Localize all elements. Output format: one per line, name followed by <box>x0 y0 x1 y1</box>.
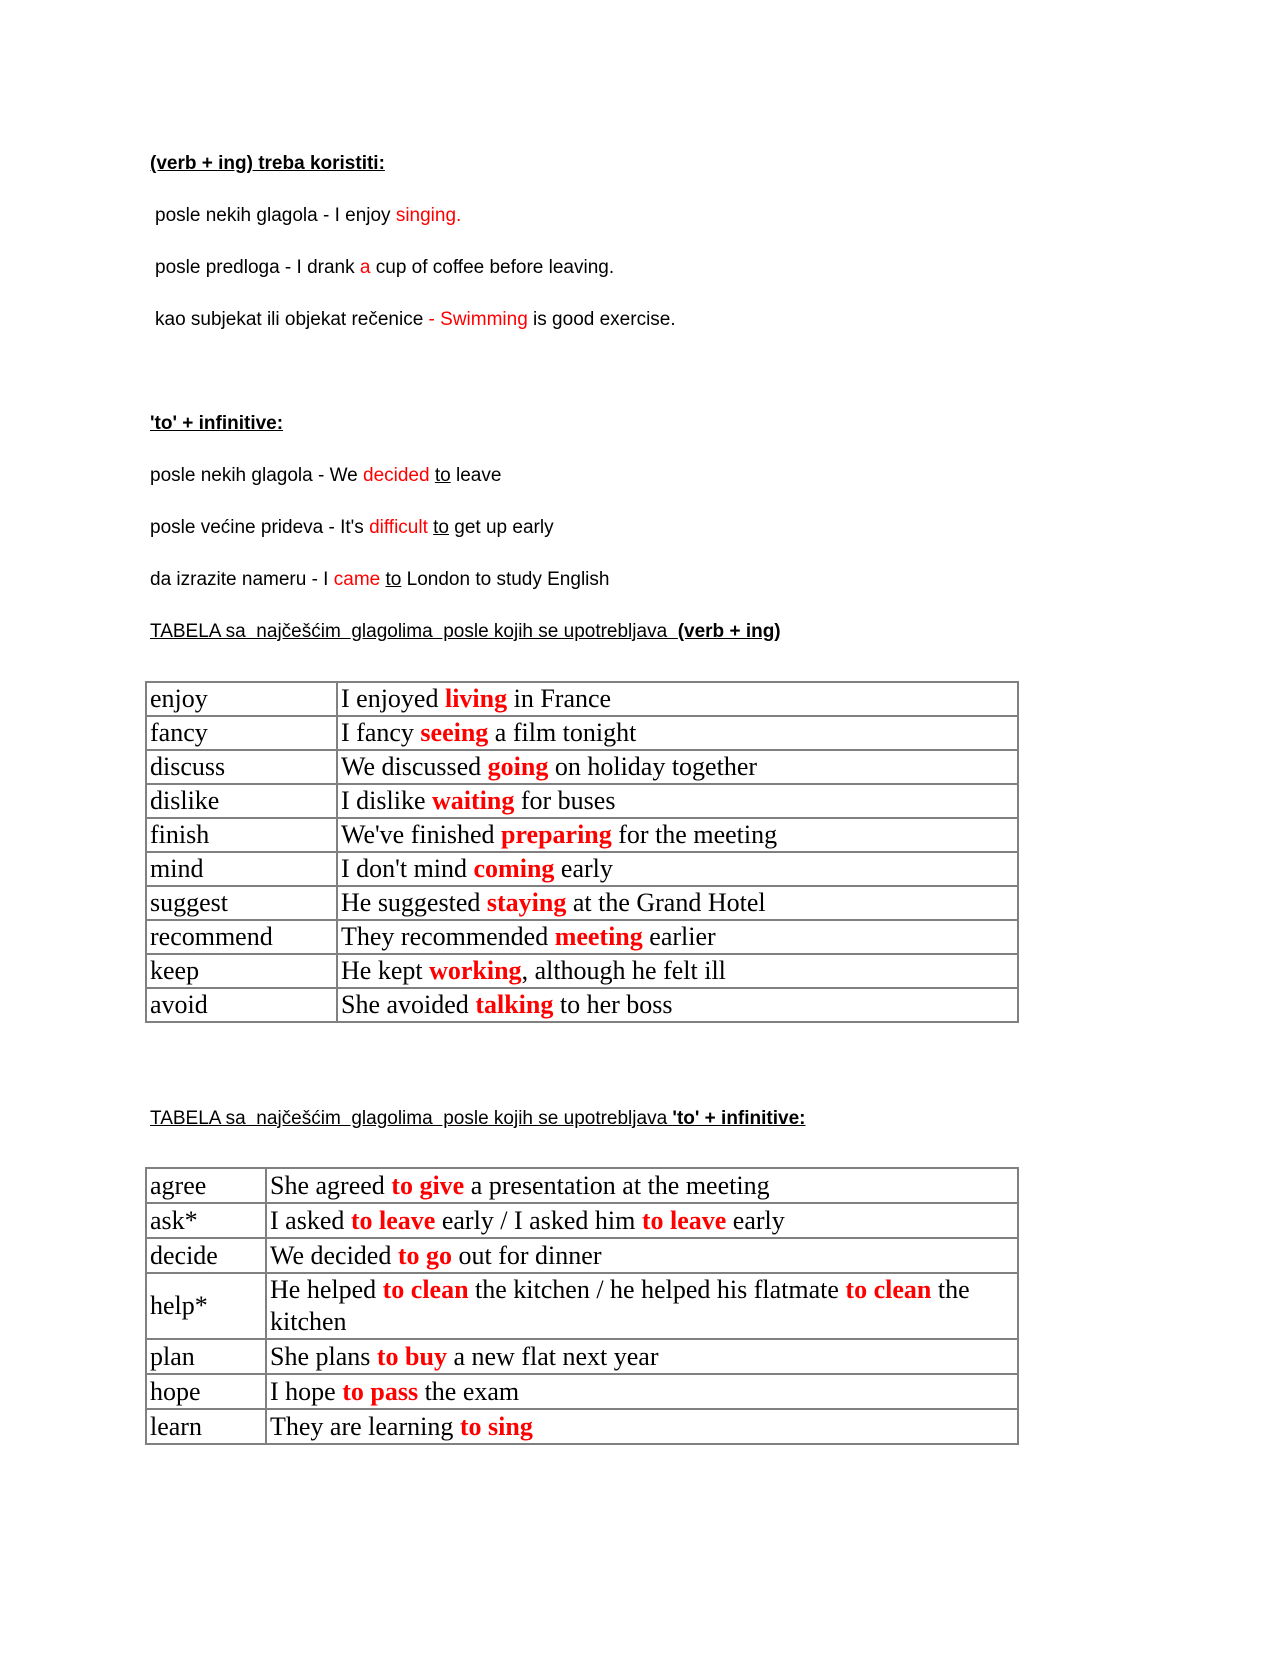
table-row <box>146 1203 1018 1238</box>
table-row <box>146 1374 1018 1409</box>
table-row <box>146 716 1018 750</box>
highlight-word: to clean <box>382 1275 469 1304</box>
example-cell: She agreed to give a presentation at the meeting <box>266 1168 1018 1203</box>
example-cell: I asked to leave early / I asked him to leave early <box>266 1203 1018 1238</box>
table1-caption: TABELA sa najčešćim glagolima posle kojih se upotrebljava (verb + ing) <box>150 621 781 642</box>
highlight-word: to leave <box>641 1205 727 1235</box>
verb-cell: plan <box>146 1339 266 1374</box>
highlight-word: working <box>429 956 522 985</box>
table2-caption: TABELA sa najčešćim glagolima posle kojih se upotrebljava 'to' + infinitive: <box>150 1108 806 1129</box>
rule-line-5: posle većine prideva - It's difficult to get up early <box>150 517 554 538</box>
example-cell: We've finished preparing for the meeting <box>337 818 1018 852</box>
verb-cell: help* <box>146 1273 266 1339</box>
highlight-word: going <box>487 752 549 781</box>
example-cell: I don't mind coming early <box>337 852 1018 886</box>
table-row <box>146 784 1018 818</box>
verb-cell: agree <box>146 1168 266 1203</box>
highlight-word: to go <box>397 1240 453 1270</box>
highlight-word: to sing <box>459 1411 533 1441</box>
table-row <box>146 682 1018 716</box>
verb-cell: enjoy <box>146 682 337 716</box>
example-cell: I dislike waiting for buses <box>337 784 1018 818</box>
to-infinitive-table <box>145 1167 1019 1445</box>
highlight-word: staying <box>486 888 567 917</box>
rule-line-1: posle nekih glagola - I enjoy singing. <box>155 205 462 226</box>
highlight-word: to buy <box>376 1341 447 1371</box>
highlight-word: meeting <box>554 922 643 951</box>
verb-cell: hope <box>146 1374 266 1409</box>
verb-cell: finish <box>146 818 337 852</box>
example-cell: We discussed going on holiday together <box>337 750 1018 784</box>
verb-ing-table <box>145 681 1019 1023</box>
verb-cell: mind <box>146 852 337 886</box>
table-row <box>146 1339 1018 1374</box>
verb-cell: ask* <box>146 1203 266 1238</box>
verb-cell: dislike <box>146 784 337 818</box>
verb-cell: decide <box>146 1238 266 1273</box>
example-cell: He kept working, although he felt ill <box>337 954 1018 988</box>
example-cell: I hope to pass the exam <box>266 1374 1018 1409</box>
highlight-word: seeing <box>420 718 489 747</box>
table-row <box>146 818 1018 852</box>
verb-cell: discuss <box>146 750 337 784</box>
heading-to-infinitive: 'to' + infinitive: <box>150 413 284 434</box>
verb-cell: keep <box>146 954 337 988</box>
highlight-word: waiting <box>432 786 515 815</box>
example-cell: I enjoyed living in France <box>337 682 1018 716</box>
table-row <box>146 852 1018 886</box>
verb-cell: learn <box>146 1409 266 1444</box>
table-row <box>146 954 1018 988</box>
table-row <box>146 1409 1018 1444</box>
highlight-word: to clean <box>845 1275 932 1304</box>
rule-line-6: da izrazite nameru - I came to London to study English <box>150 569 610 590</box>
verb-cell: avoid <box>146 988 337 1022</box>
table-row <box>146 886 1018 920</box>
example-cell: They recommended meeting earlier <box>337 920 1018 954</box>
verb-cell: suggest <box>146 886 337 920</box>
table-row <box>146 1273 1018 1339</box>
table-row <box>146 920 1018 954</box>
example-cell: They are learning to sing <box>266 1409 1018 1444</box>
verb-cell: fancy <box>146 716 337 750</box>
highlight-word: to give <box>391 1170 465 1200</box>
example-cell: I fancy seeing a film tonight <box>337 716 1018 750</box>
table-row <box>146 988 1018 1022</box>
example-cell: She plans to buy a new flat next year <box>266 1339 1018 1374</box>
table-row <box>146 750 1018 784</box>
rule-line-2: posle predloga - I drank a cup of coffee before leaving. <box>155 257 615 278</box>
highlight-word: living <box>444 684 508 713</box>
table-row <box>146 1238 1018 1273</box>
rule-line-3: kao subjekat ili objekat rečenice - Swimming is good exercise. <box>155 309 676 330</box>
example-cell: He helped to clean the kitchen / he helped his flatmate to clean the kitchen <box>266 1273 1018 1339</box>
highlight-word: to leave <box>350 1205 436 1235</box>
example-cell: She avoided talking to her boss <box>337 988 1018 1022</box>
highlight-word: coming <box>473 854 555 883</box>
example-cell: He suggested staying at the Grand Hotel <box>337 886 1018 920</box>
example-cell: We decided to go out for dinner <box>266 1238 1018 1273</box>
rule-line-4: posle nekih glagola - We decided to leave <box>150 465 502 486</box>
highlight-word: to pass <box>342 1376 419 1406</box>
heading-verb-ing: (verb + ing) treba koristiti: <box>150 153 385 174</box>
table-row <box>146 1168 1018 1203</box>
highlight-word: talking <box>475 990 554 1019</box>
highlight-word: preparing <box>501 820 612 849</box>
verb-cell: recommend <box>146 920 337 954</box>
